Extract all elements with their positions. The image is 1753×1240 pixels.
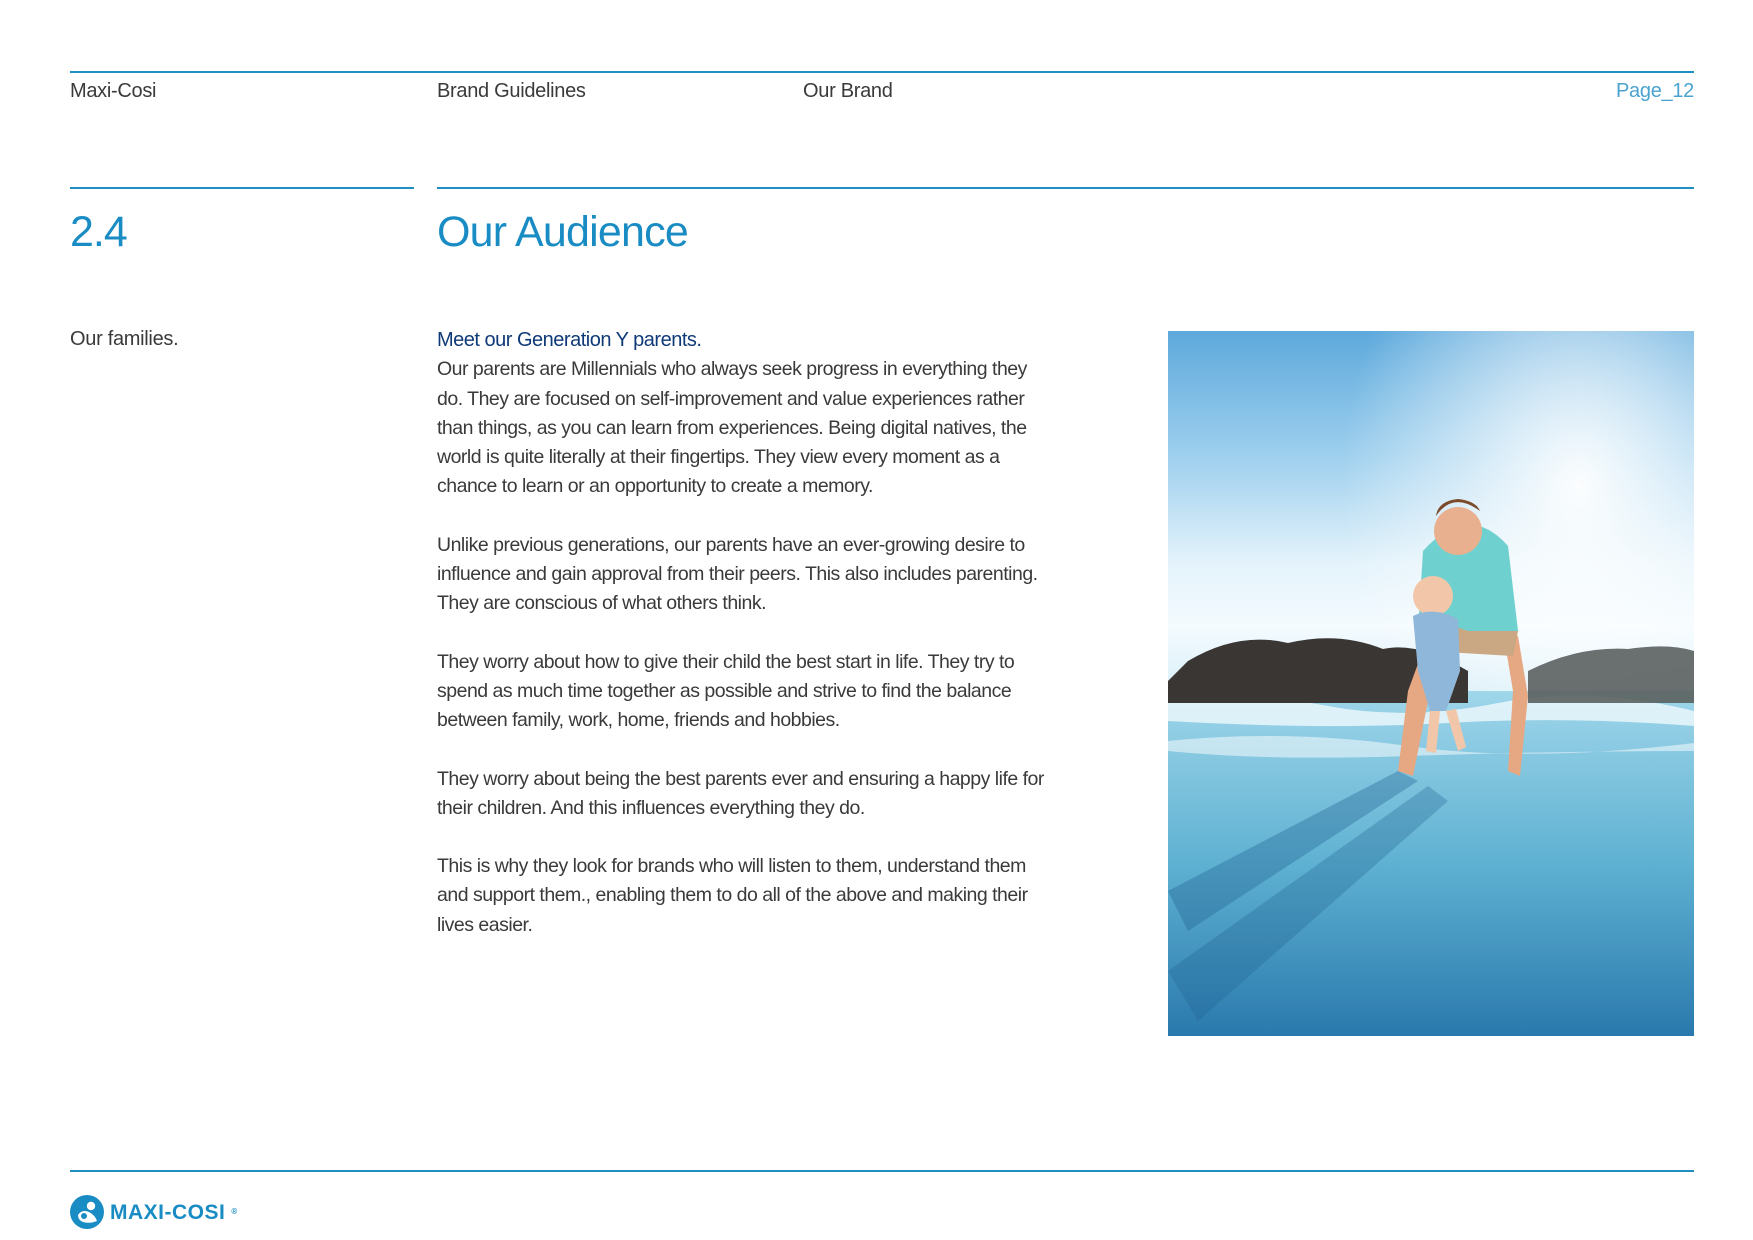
section-number-rule [70, 187, 414, 189]
section-number: 2.4 [70, 208, 127, 256]
registered-mark: ® [231, 1207, 238, 1216]
page-number: Page_12 [1616, 80, 1694, 102]
header-chapter: Our Brand [803, 80, 893, 102]
body-paragraph-2: Unlike previous generations, our parents have an ever-growing desire to influence and gain approval from their peers. This also includes parenting. They are conscious of what others think. [437, 533, 1038, 615]
body-paragraph-4: They worry about being the best parents ever and ensuring a happy life for their children. And this influences everything they do. [437, 767, 1044, 819]
lead-heading: Meet our Generation Y parents. [437, 329, 702, 351]
footer-rule [70, 1170, 1694, 1172]
maxi-cosi-logo [70, 1195, 238, 1229]
beach-family-illustration [1168, 331, 1694, 1036]
section-title-rule [437, 187, 1694, 189]
logo-wordmark: MAXI-COSI [110, 1200, 226, 1224]
body-text [437, 326, 1057, 969]
header-brand: Maxi-Cosi [70, 80, 157, 102]
beach-family-photo [1168, 331, 1694, 1036]
section-title: Our Audience [437, 208, 688, 256]
side-label: Our families. [70, 328, 179, 350]
maxi-cosi-logo-icon [70, 1195, 104, 1229]
header-rule [70, 71, 1694, 73]
body-paragraph-3: They worry about how to give their child the best start in life. They try to spend as much time together as possible and strive to find the balance between family, work, home, friends and hobbies. [437, 650, 1015, 732]
body-paragraph-5: This is why they look for brands who will listen to them, understand them and support them., enabling them to do all of the above and making their lives easier. [437, 855, 1028, 936]
header-document-title: Brand Guidelines [437, 80, 586, 102]
body-paragraph-1: Our parents are Millennials who always seek progress in everything they do. They are focused on self-improvement and value experiences rather than things, as you can learn from experiences. Being digital natives, the world is quite literally at their fingertips. They view every moment as a chance to learn or an opportunity to create a memory. [437, 358, 1027, 498]
